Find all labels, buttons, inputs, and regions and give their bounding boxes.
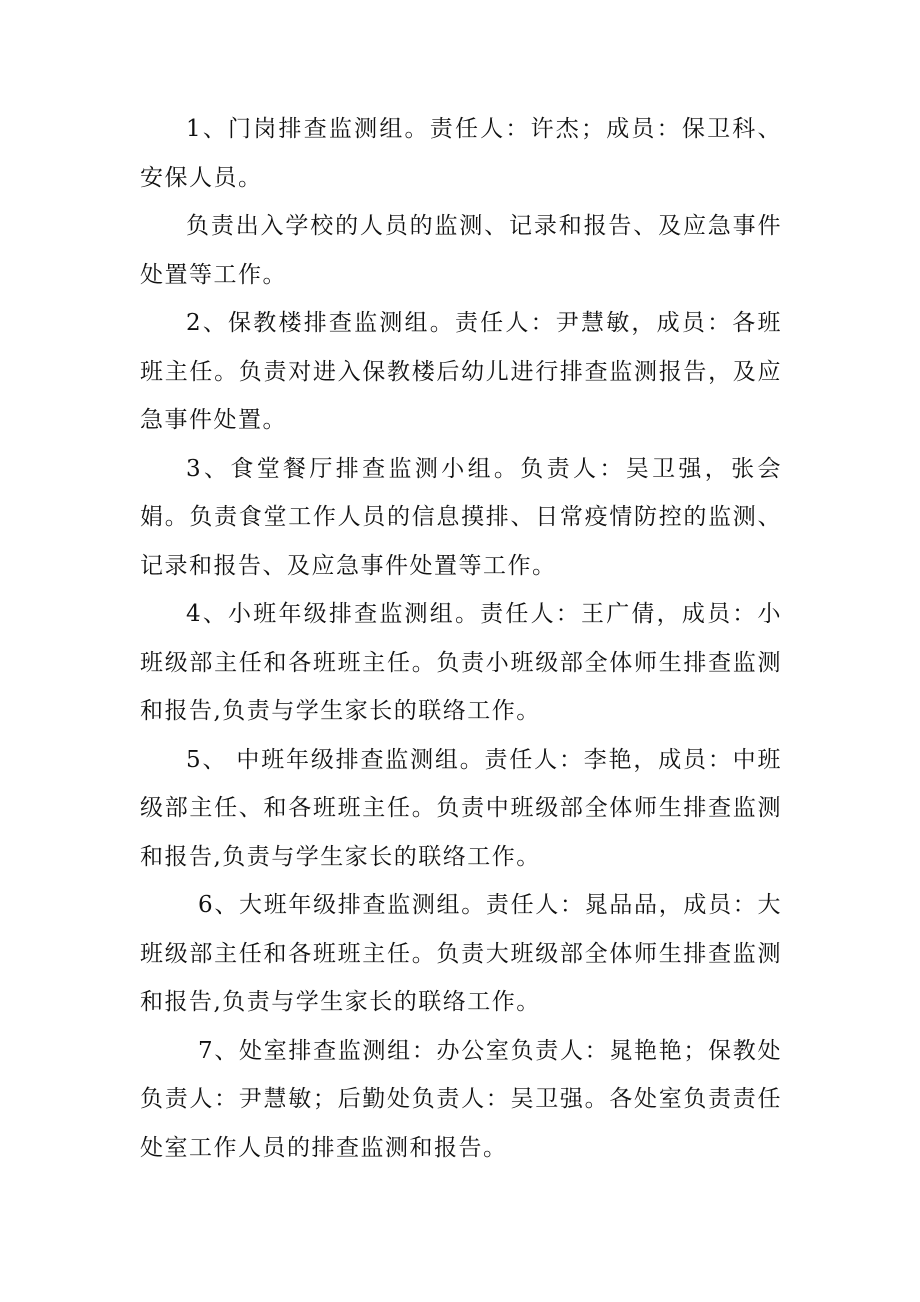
paragraph-office-team: 7、处室排查监测组：办公室负责人：晁艳艳；保教处负责人：尹慧敏；后勤处负责人：吴卫强。各处室负责责任处室工作人员的排查监测和报告。 — [140, 1037, 782, 1161]
paragraph-canteen-team: 3、食堂餐厅排查监测小组。负责人：吴卫强，张会娟。负责食堂工作人员的信息摸排、日常疫情防控的监测、记录和报告、及应急事件处置等工作。 — [140, 455, 782, 579]
paragraph-gate-duty: 负责出入学校的人员的监测、记录和报告、及应急事件处置等工作。 — [140, 213, 782, 288]
paragraph-small-class-team: 4、小班年级排查监测组。责任人：王广倩，成员：小班级部主任和各班班主任。负责小班级部全体师生排查监测和报告,负责与学生家长的联络工作。 — [140, 601, 782, 724]
paragraph-middle-class-team: 5、 中班年级排查监测组。责任人：李艳，成员：中班级部主任、和各班班主任。负责中班级部全体师生排查监测和报告,负责与学生家长的联络工作。 — [140, 746, 782, 870]
paragraph-building-team: 2、保教楼排查监测组。责任人：尹慧敏，成员：各班班主任。负责对进入保教楼后幼儿进行排查监测报告，及应急事件处置。 — [140, 310, 782, 433]
document-body — [140, 105, 782, 1172]
paragraph-large-class-team: 6、大班年级排查监测组。责任人：晁品品，成员：大班级部主任和各班班主任。负责大班级部全体师生排查监测和报告,负责与学生家长的联络工作。 — [140, 892, 782, 1015]
paragraph-gate-team: 1、门岗排查监测组。责任人：许杰；成员：保卫科、安保人员。 — [140, 116, 782, 191]
